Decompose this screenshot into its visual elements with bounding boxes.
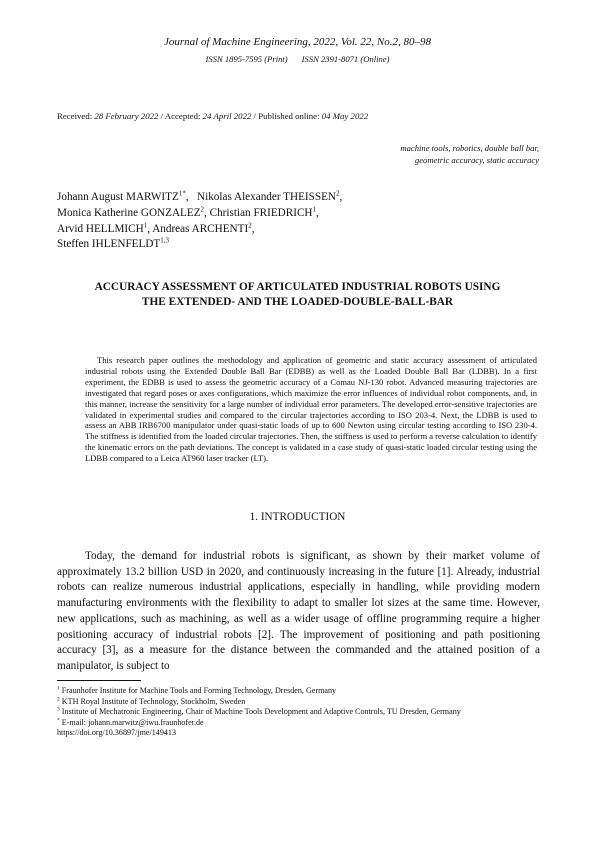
author-affiliation: 2 [200,205,205,214]
author-affiliation: 1 [143,220,148,229]
issn-line [0,54,595,64]
author-name: Andreas ARCHENTI [152,222,249,235]
footnote-3 [57,707,540,718]
issn-print: ISSN 1895-7595 (Print) [205,54,288,64]
footnote-text: KTH Royal Institute of Technology, Stockholm, Sweden [61,696,246,706]
accepted-label: / Accepted: [160,111,201,121]
footnote-rule [57,680,141,681]
body-paragraph: Today, the demand for industrial robots is significant, as shown by their market volume of approximately 13.2 billion USD in 2020, and continuously increasing in the future [1]. Already, industrial robots can realize numerous industrial applications, especially in handling, while providing modern manufacturing environments with the flexibility to adapt to smaller lot sizes at the same time. However, new applications, such as machining, as well as a wider usage of offline programming require a higher positioning accuracy of industrial robots [2]. The improvement of positioning and path positioning accuracy [3], as a measure for the distance between the commanded and the attained position of a manipulator, is subject to [57,550,540,672]
footnote-mark: 3 [57,706,60,713]
author-name: Christian FRIEDRICH [209,206,313,219]
received-date: 28 February 2022 [94,111,159,121]
author-affiliation: 2 [336,189,340,198]
footnote-mark: * [57,717,60,724]
footnotes [57,686,540,739]
footnote-mark: 2 [57,695,60,702]
doi-text[interactable]: https://doi.org/10.36897/jme/149413 [57,728,177,738]
author-line-4 [57,237,342,253]
footnote-mark: 1 [57,685,60,692]
footnote-text: E-mail: johann.marwitz@iwu.fraunhofer.de [61,717,204,727]
author-name: Steffen IHLENFELDT [57,238,161,251]
author-name: Johann August MARWITZ [57,191,179,203]
title-line-1: ACCURACY ASSESSMENT OF ARTICULATED INDUSTRIAL ROBOTS USING [94,281,501,293]
footnote-1 [57,686,540,697]
author-affiliation: 2 [248,220,252,229]
issn-online: ISSN 2391-8071 (Online) [301,54,390,64]
section-heading: 1. INTRODUCTION [249,511,346,523]
author-affiliation: 1,3 [160,236,170,245]
author-affiliation: 1 [312,205,316,214]
title-line-2: THE EXTENDED- AND THE LOADED-DOUBLE-BALL-BAR [141,296,454,308]
author-affiliation: 1* [178,189,186,198]
keywords-line-2: geometric accuracy, static accuracy [414,155,539,165]
author-list [57,190,342,253]
publication-dates [57,111,368,121]
received-label: Received: [57,111,93,121]
accepted-date: 24 April 2022 [202,111,252,121]
journal-header: Journal of Machine Engineering, 2022, Vol. 22, No.2, 80–98 [163,36,432,48]
author-name: Arvid HELLMICH [57,222,144,235]
paper-title [50,280,545,310]
author-line-2: Monica Katherine GONZALEZ$^2$, Christian FRIEDRICH$^1$, [57,205,319,219]
author-line-3: Arvid HELLMICH$^1$, Andreas ARCHENTI$^2$, [57,220,255,235]
footnote-text: Institute of Mechatronic Engineering, Chair of Machine Tools Development and Adaptive Controls, TU Dresden, Germany [61,707,461,717]
footnote-email [57,718,540,729]
published-date: 04 May 2022 [321,111,369,121]
doi-link[interactable] [57,728,540,739]
keywords [299,142,539,166]
abstract: This research paper outlines the methodology and application of geometric and static accuracy assessment of articulated industrial robots using the Extended Double Ball Bar (EDBB) as well as the Loaded Double Ball Bar (LDBB). In a first experiment, the EDBB is used to assess the geometric accuracy of a Comau NJ-130 robot. Advanced measuring trajectories are investigated that regard poses or axes configurations, which maximize the error influences of individual robot components, and, in this manner, increase the sensitivity for a large number of individual error parameters. The developed error-sensitive trajectories are validated in experimental studies and compared to the circular trajectories according to ISO 203-4. Next, the LDBB is used to assess an ABB IRB6700 manipulator under quasi-static loads of up to 600 Newton using circular testing according to ISO 230-4. The stiffness is identified from the loaded circular trajectories. Then, the stiffness is used to perform a reverse calculation to identify the kinematic errors on the path deviations. The concept is validated in a case study of quasi-static loaded circular testing using the LDBB compared to a Leica AT960 laser tracker (LT). [85,355,537,464]
author-name: Nikolas Alexander THEISSEN [197,191,337,203]
author-name: Monica Katherine GONZALEZ [57,206,201,219]
author-line-1: Johann August $MARWITZ^{1*}$, Nikolas Alexander THEISSEN$^2$, [57,189,343,203]
footnote-2 [57,697,540,708]
keywords-line-1: machine tools, robotics, double ball bar, [400,143,539,153]
published-label: / Published online: [253,111,320,121]
footnote-text: Fraunhofer Institute for Machine Tools and Forming Technology, Dresden, Germany [61,686,337,695]
